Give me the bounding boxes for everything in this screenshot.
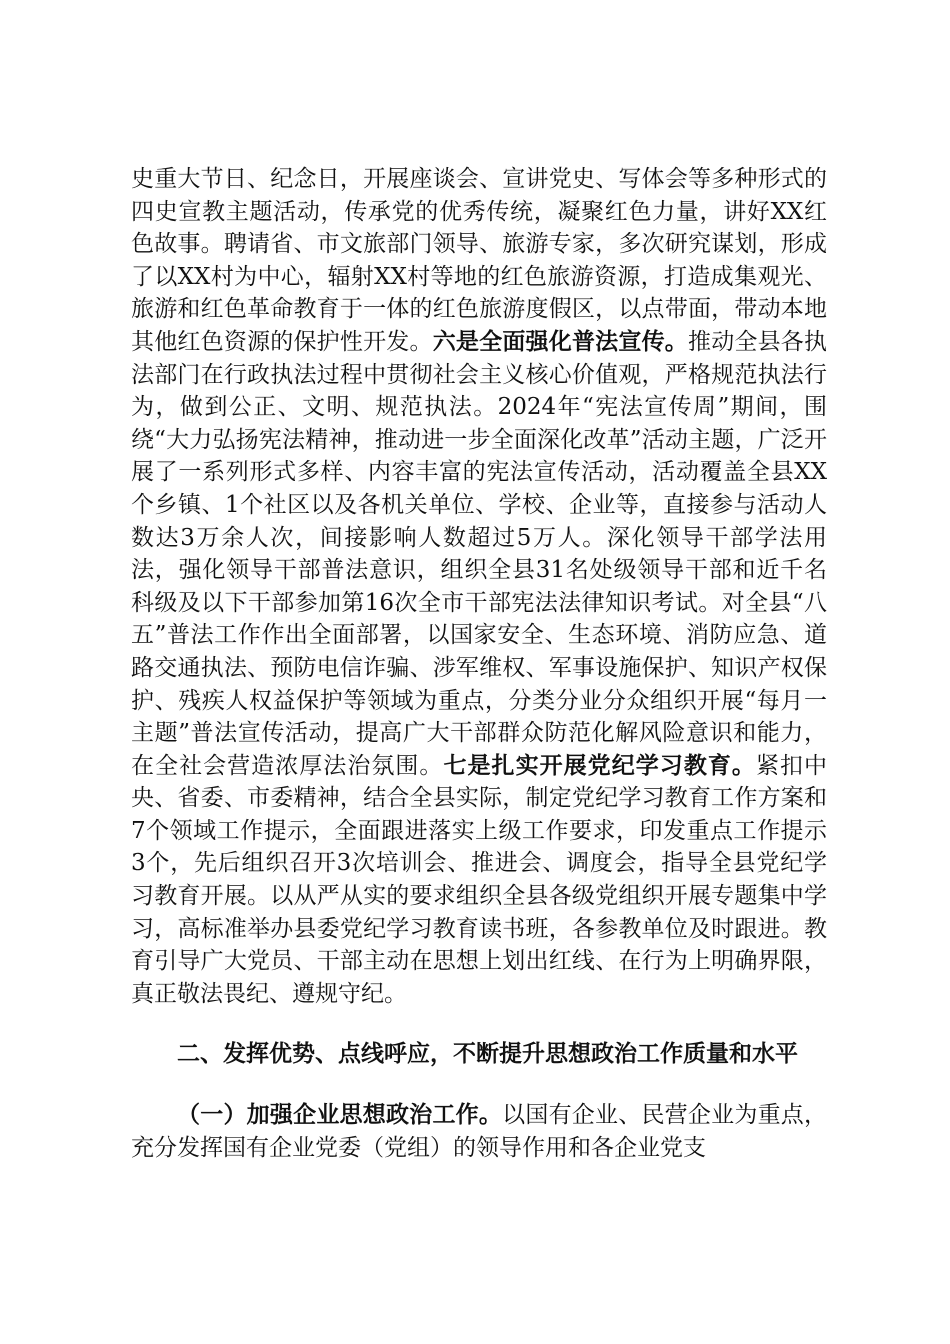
paragraph-text: 以国有企业、民营企业为重点，充分发挥国有企业党委（党组）的领导作用和各企业党支 [131,1102,828,1161]
paragraph-text: 紧扣中央、省委、市委精神，结合全县实际，制定党纪学习教育工作方案和7个领域工作提示，全面跟进落实上级工作要求，印发重点工作提示3个，先后组织召开3次培训会、推进会、调度会，指导全县党纪学习教育开展。以从严从实的要求组织全县各级党组织开展专题集中学习，高标准举办县委党纪学习教育读书班，各参教单位及时跟进。教育引导广大党员、干部主动在思想上划出红线、在行为上明确界限，真正敬法畏纪、遵规守纪。 [131,752,828,1007]
body-paragraph [131,1099,827,1164]
subsection-title: （一）加强企业思想政治工作。 [177,1101,503,1129]
point-seven-title: 七是扎实开展党纪学习教育。 [443,751,756,779]
body-paragraph [131,163,827,1010]
document-body [131,163,827,1164]
paragraph-text: 史重大节日、纪念日，开展座谈会、宣讲党史、写体会等多种形式的四史宣教主题活动，传承党的优秀传统，凝聚红色力量，讲好XX红色故事。聘请省、市文旅部门领导、旅游专家，多次研究谋划，形成了以XX村为中心，辐射XX村等地的红色旅游资源，打造成集观光、旅游和红色革命教育于一体的红色旅游度假区，以点带面，带动本地其他红色资源的保护性开发。 [131,166,827,355]
point-six-title: 六是全面强化普法宣传。 [432,327,688,355]
section-heading: 二、发挥优势、点线呼应，不断提升思想政治工作质量和水平 [177,1040,798,1068]
paragraph-text: 推动全县各执法部门在行政执法过程中贯彻社会主义核心价值观，严格规范执法行为，做到公正、文明、规范执法。2024年“宪法宣传周”期间，围绕“大力弘扬宪法精神，推动进一步全面深化改革”活动主题，广泛开展了一系列形式多样、内容丰富的宪法宣传活动，活动覆盖全县XX个乡镇、1个社区以及各机关单位、学校、企业等，直接参与活动人数达3万余人次，间接影响人数超过5万人。深化领导干部学法用法，强化领导干部普法意识，组织全县31名处级领导干部和近千名科级及以下干部参加第16次全市干部宪法法律知识考试。对全县“八五”普法工作作出全面部署，以国家安全、生态环境、消防应急、道路交通执法、预防电信诈骗、涉军维权、军事设施保护、知识产权保护、残疾人权益保护等领域为重点，分类分业分众组织开展“每月一主题”普法宣传活动，提高广大干部群众防范化解风险意识和能力，在全社会营造浓厚法治氛围。 [131,328,828,779]
